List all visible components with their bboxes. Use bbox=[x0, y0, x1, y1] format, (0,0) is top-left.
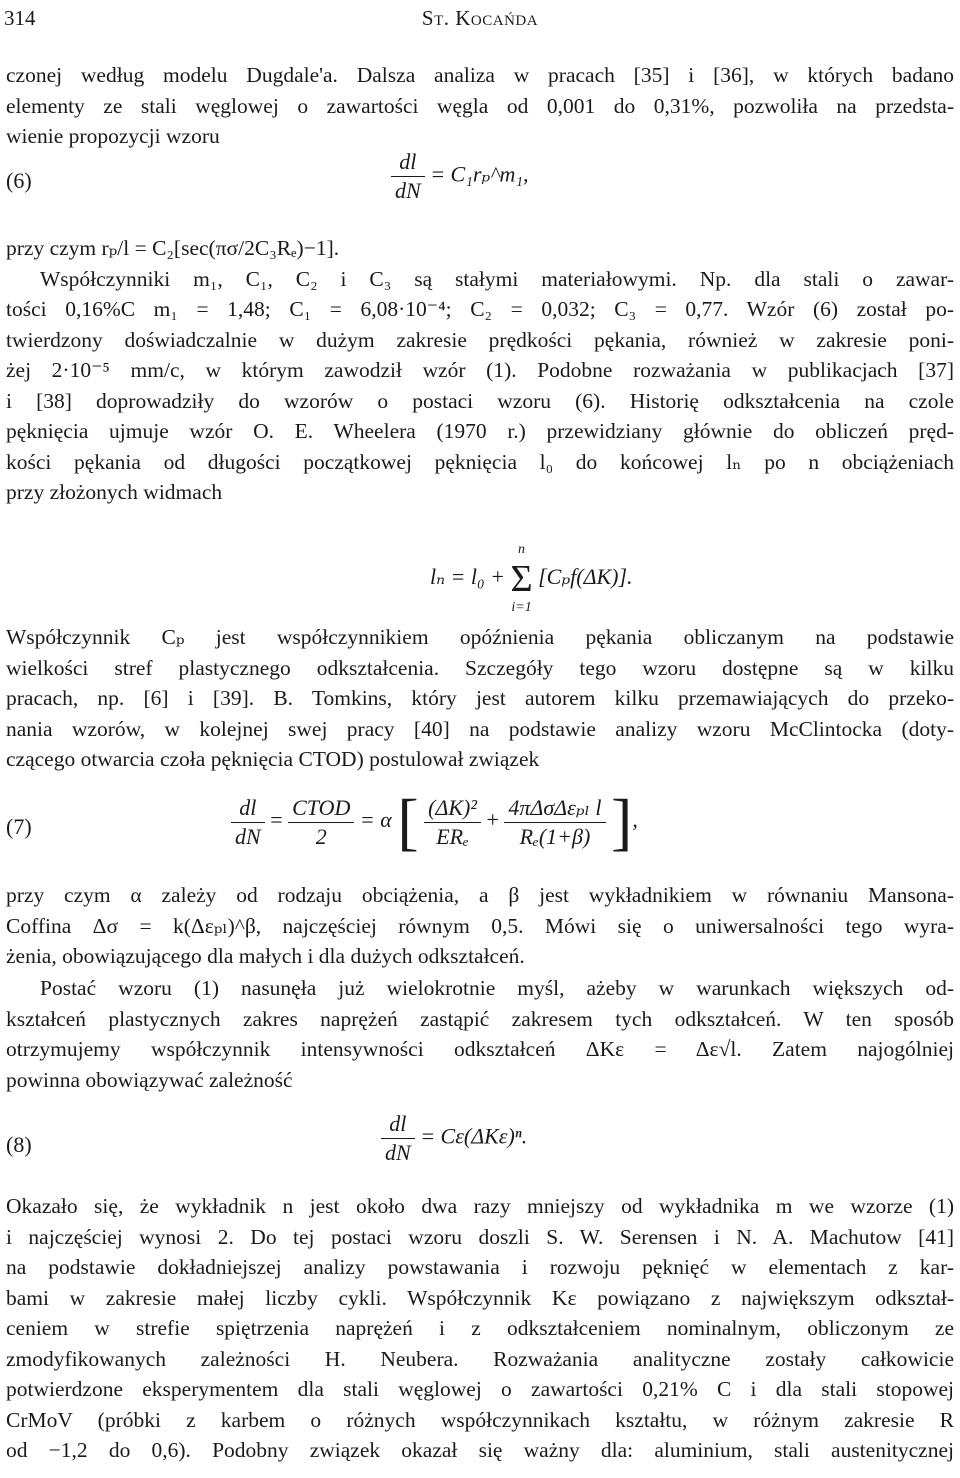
equals-sign: = bbox=[270, 807, 283, 833]
text-line: Współczynnik Cₚ jest współczynnikiem opóźnienia pękania obliczanym na podstawie bbox=[6, 625, 954, 649]
fraction-numerator: dl bbox=[381, 1110, 415, 1139]
paragraph-1 bbox=[6, 60, 954, 152]
text-line: Postać wzoru (1) nasunęła już wielokrotnie myśl, ażeby w warunkach większych od- bbox=[40, 976, 954, 1000]
equation-rhs: [Cₚf(ΔK)]. bbox=[538, 564, 633, 590]
paragraph-2 bbox=[6, 233, 954, 508]
equation-body bbox=[381, 1110, 527, 1167]
summation-symbol bbox=[510, 540, 532, 618]
equals-alpha: = α bbox=[359, 807, 392, 833]
equation-lhs: lₙ = l₀ + bbox=[430, 564, 505, 590]
fraction-numerator: 4πΔσΔεₚₗ l bbox=[504, 794, 605, 823]
summation-upper-limit: n bbox=[518, 542, 526, 557]
fraction bbox=[231, 794, 265, 851]
text-line: kształceń plastycznych zakres naprężeń zastąpić zakresem tych odkształceń. W ten sposób bbox=[6, 1006, 954, 1031]
fraction bbox=[504, 794, 605, 851]
equation-8 bbox=[6, 1110, 954, 1186]
text-line: przy czym rₚ/l = C₂[sec(πσ/2C₃Rₑ)−1]. bbox=[6, 236, 340, 260]
paragraph-3 bbox=[6, 622, 954, 775]
fraction-numerator: (ΔK)² bbox=[424, 794, 481, 823]
equation-number: (8) bbox=[6, 1132, 32, 1157]
text-line: na podstawie dokładniejszej analizy powstawania i rozwoju pęknięć w elementach z kar- bbox=[6, 1255, 954, 1279]
paragraph-5 bbox=[6, 973, 954, 1095]
equation-rhs: = Cε(ΔKε)ⁿ. bbox=[420, 1123, 528, 1149]
text-line: żej 2·10⁻⁵ mm/c, w którym zawodził wzór (1). Podobne rozważania w publikacjach [37] bbox=[6, 358, 954, 382]
paragraph-6 bbox=[6, 1191, 954, 1466]
text-line: pracach, np. [6] i [39]. B. Tomkins, który jest autorem kilku przemawiających do przeko- bbox=[6, 686, 954, 710]
text-line: żenia, obowiązującego dla małych i dla dużych odkształceń. bbox=[6, 944, 525, 968]
text-line: bami w zakresie małej liczby cykli. Współczynnik Kε powiązano z największym odkształ- bbox=[6, 1285, 954, 1310]
text-line: przy złożonych widmach bbox=[6, 480, 223, 504]
fraction-denominator: Rₑ(1+β) bbox=[519, 823, 591, 849]
fraction bbox=[288, 794, 354, 851]
equation-6 bbox=[6, 148, 954, 220]
fraction bbox=[391, 148, 425, 205]
text-line: twierdzony doświadczalnie w dużym zakresie prędkości pękania, również w zakresie poni- bbox=[6, 327, 954, 352]
text-line: potwierdzone eksperymentem dla stali węglowej o zawartości 0,21% C i dla stali stopowej bbox=[6, 1377, 954, 1401]
fraction bbox=[381, 1110, 415, 1167]
equation-body bbox=[430, 540, 633, 618]
fraction bbox=[424, 794, 481, 851]
text-line: powinna obowiązywać zależność bbox=[6, 1067, 293, 1092]
fraction-denominator: ERₑ bbox=[436, 823, 469, 849]
text-line: Współczynniki m₁, C₁, C₂ i C₃ są stałymi materiałowymi. Np. dla stali o zawar- bbox=[40, 266, 954, 291]
page-header bbox=[4, 6, 956, 36]
text-line: i [38] doprowadziły do wzorów o postaci wzoru (6). Historię odkształcenia na czole bbox=[6, 388, 954, 413]
summation-lower-limit: i=1 bbox=[511, 600, 532, 615]
text-line: CrMoV (próbki z karbem o różnych współczynnikach kształtu, w różnym zakresie R bbox=[6, 1407, 954, 1432]
equation-body bbox=[391, 148, 529, 205]
fraction-denominator: dN bbox=[385, 1140, 411, 1165]
right-bracket: ] bbox=[611, 786, 633, 857]
text-line: czącego otwarcia czoła pęknięcia CTOD) postulował związek bbox=[6, 747, 540, 771]
fraction-numerator: CTOD bbox=[288, 794, 354, 823]
equation-7 bbox=[6, 786, 954, 878]
fraction-denominator: dN bbox=[395, 178, 421, 203]
fraction-denominator: dN bbox=[235, 823, 261, 849]
paragraph-4 bbox=[6, 880, 954, 972]
text-line: wielkości stref plastycznego odkształcenia. Szczegóły tego wzoru dostępne są w kilku bbox=[6, 655, 954, 680]
fraction-numerator: dl bbox=[391, 148, 425, 177]
left-bracket: [ bbox=[397, 786, 419, 857]
fraction-denominator: 2 bbox=[315, 823, 327, 849]
equation-body bbox=[231, 786, 638, 857]
running-head: St. Kocańda bbox=[421, 6, 539, 30]
equation-tail: , bbox=[632, 807, 638, 833]
plus-sign: + bbox=[486, 807, 499, 833]
text-line: elementy ze stali węglowej o zawartości węgla od 0,001 do 0,31%, pozwoliła na przedsta- bbox=[6, 93, 954, 118]
text-line: Okazało się, że wykładnik n jest około dwa razy mniejszy od wykładnika m we wzorze (1) bbox=[6, 1194, 954, 1218]
text-line: czonej według modelu Dugdale'a. Dalsza analiza w pracach [35] i [36], w których badano bbox=[6, 63, 954, 87]
equation-number: (6) bbox=[6, 168, 32, 193]
equation-rhs: = C₁rₚ^m₁, bbox=[430, 161, 529, 187]
page-number: 314 bbox=[4, 6, 36, 30]
text-line: przy czym α zależy od rodzaju obciążenia, a β jest wykładnikiem w równaniu Mansona- bbox=[6, 883, 954, 907]
text-line: Coffina Δσ = k(Δεₚₗ)^β, najczęściej równym 0,5. Mówi się o uniwersalności tego wyra- bbox=[6, 913, 954, 938]
text-line: ceniem w strefie spiętrzenia naprężeń i z odkształceniem nominalnym, obliczonym ze bbox=[6, 1316, 954, 1340]
equation-sum bbox=[6, 532, 954, 616]
text-line: otrzymujemy współczynnik intensywności odkształceń ΔKε = Δε√l. Zatem najogólniej bbox=[6, 1037, 954, 1061]
text-line: od −1,2 do 0,6). Podobny związek okazał się ważny dla: aluminium, stali austenitycznej bbox=[6, 1438, 954, 1462]
text-line: zmodyfikowanych zależności H. Neubera. Rozważania analityczne zostały całkowicie bbox=[6, 1346, 954, 1371]
text-line: i najczęściej wynosi 2. Do tej postaci wzoru doszli S. W. Serensen i N. A. Machutow [41] bbox=[6, 1224, 954, 1249]
text-line: nania wzorów, w kolejnej swej pracy [40] na podstawie analizy wzoru McClintocka (doty- bbox=[6, 716, 954, 741]
text-line: kości pękania od długości początkowej pęknięcia l₀ do końcowej lₙ po n obciążeniach bbox=[6, 449, 954, 474]
sigma-glyph: Σ bbox=[510, 558, 533, 600]
text-line: tości 0,16%C m₁ = 1,48; C₁ = 6,08·10⁻⁴; C₂ = 0,032; C₃ = 0,77. Wzór (6) został po- bbox=[6, 297, 954, 321]
equation-number: (7) bbox=[6, 814, 32, 839]
text-line: wienie propozycji wzoru bbox=[6, 124, 220, 148]
fraction-numerator: dl bbox=[231, 794, 265, 823]
text-line: pęknięcia ujmuje wzór O. E. Wheelera (1970 r.) przewidziany głównie do obliczeń pręd- bbox=[6, 419, 954, 443]
